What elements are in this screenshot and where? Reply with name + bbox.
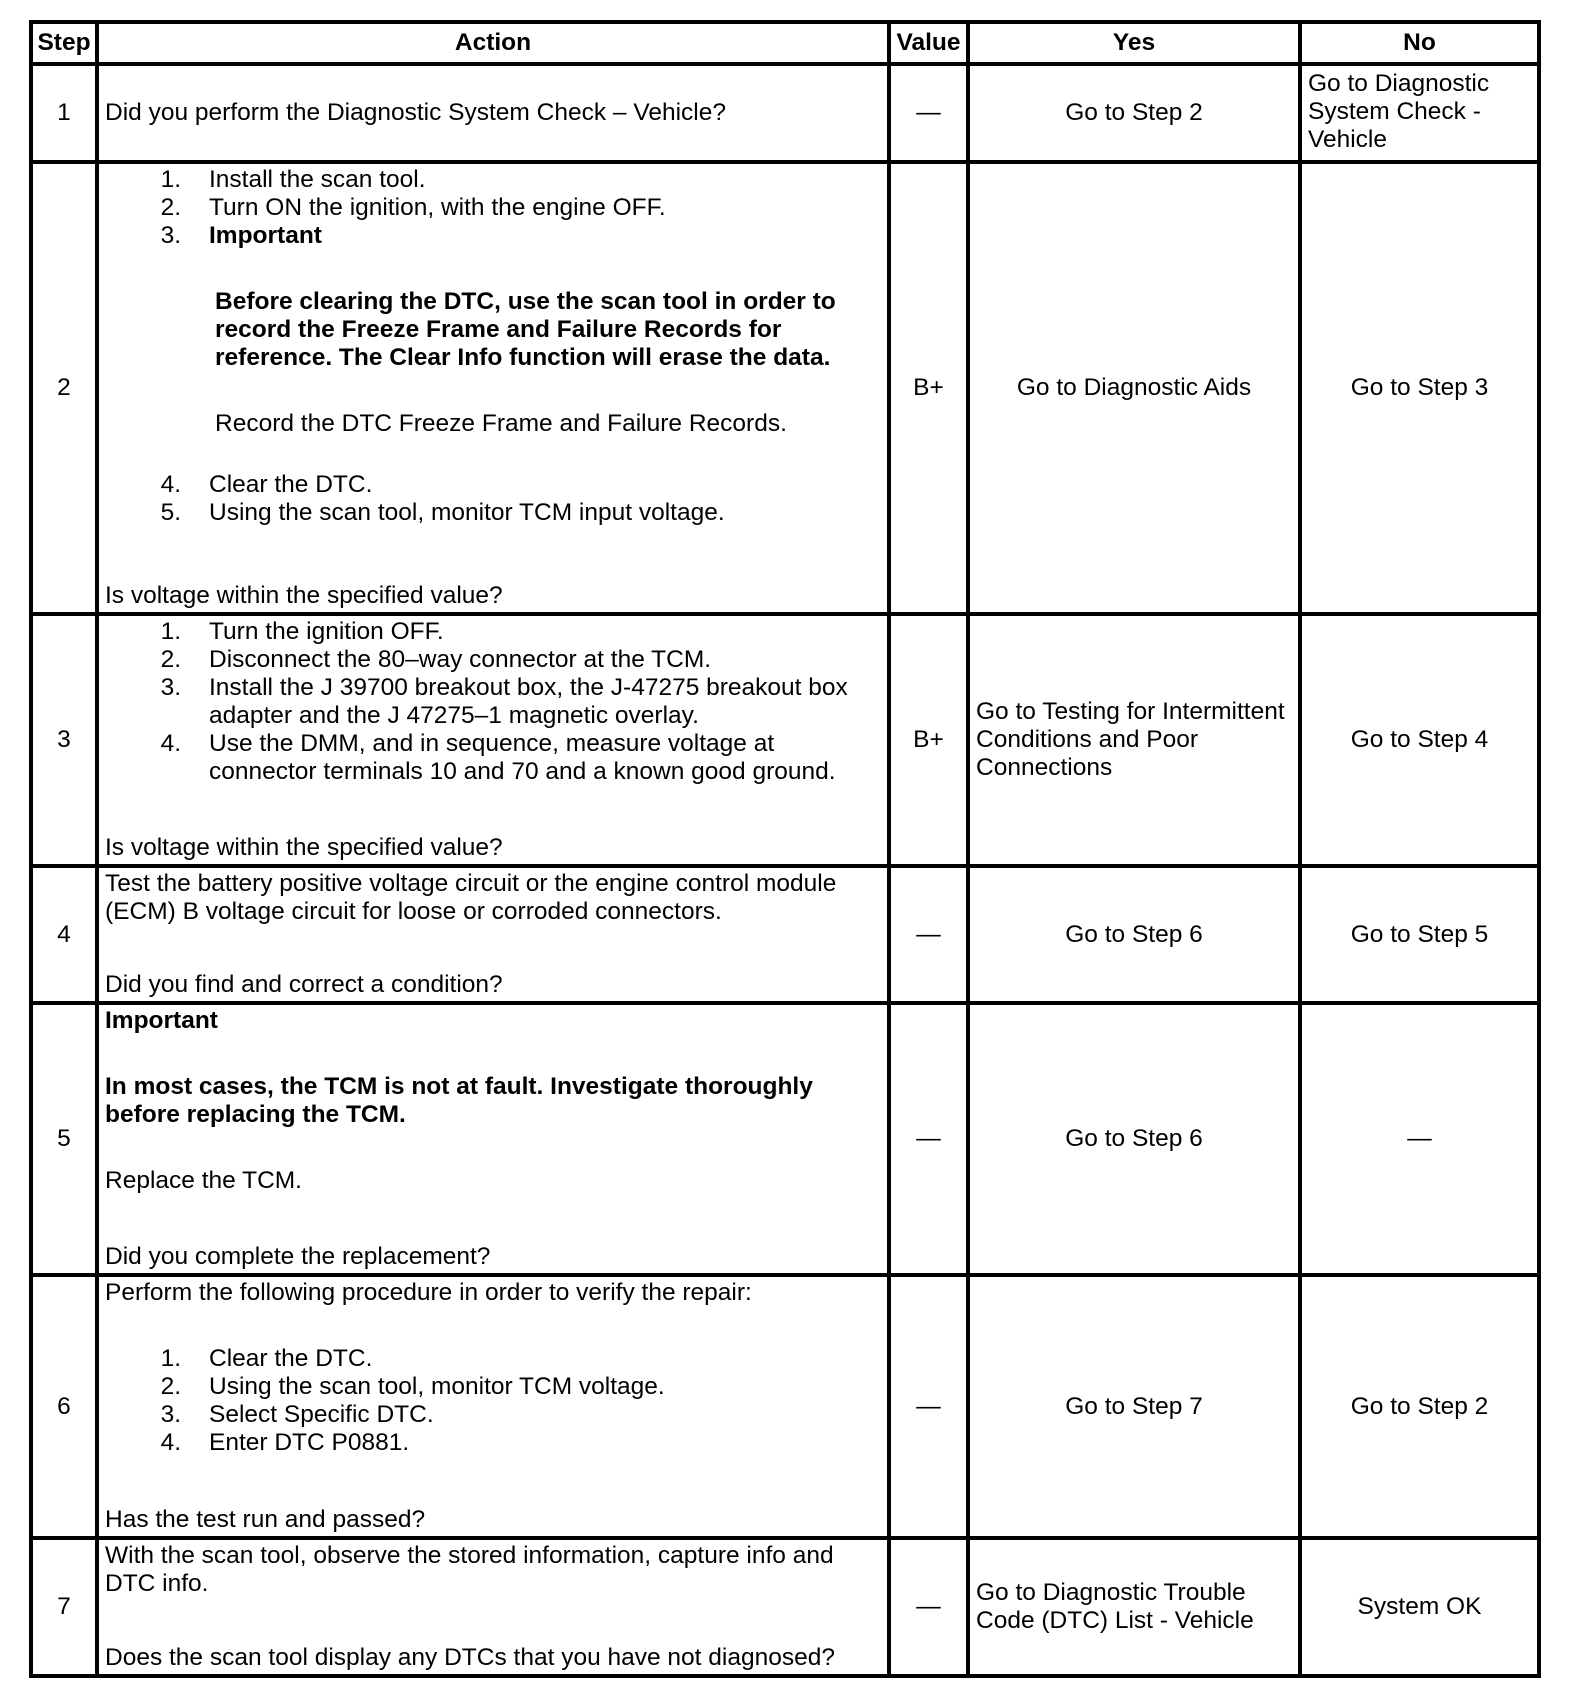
no-link[interactable]: Go to Step 4 <box>1300 614 1539 866</box>
header-no: No <box>1300 22 1539 64</box>
step-number: 5 <box>31 1003 97 1275</box>
yes-link[interactable]: Go to Testing for Intermittent Conditions and Poor Connections <box>968 614 1300 866</box>
action-cell <box>97 64 889 162</box>
value-cell: — <box>889 1003 968 1275</box>
table-row <box>31 1003 1539 1275</box>
no-link: — <box>1300 1003 1539 1275</box>
no-link: System OK <box>1300 1538 1539 1676</box>
header-value: Value <box>889 22 968 64</box>
table-row <box>31 162 1539 614</box>
header-yes: Yes <box>968 22 1300 64</box>
value-cell: B+ <box>889 614 968 866</box>
header-row <box>31 22 1539 64</box>
list-item: 4. Clear the DTC. <box>160 471 373 498</box>
action-text: Replace the TCM. <box>105 1167 302 1194</box>
no-link[interactable]: Go to Step 3 <box>1300 162 1539 614</box>
list-item: 1. Turn the ignition OFF. <box>160 618 444 645</box>
step-number: 4 <box>31 866 97 1003</box>
list-item: 1. Clear the DTC. <box>160 1345 373 1372</box>
step-number: 7 <box>31 1538 97 1676</box>
no-link[interactable]: Go to Step 5 <box>1300 866 1539 1003</box>
value-cell: — <box>889 866 968 1003</box>
step-number: 6 <box>31 1275 97 1538</box>
value-cell: — <box>889 1275 968 1538</box>
table-row <box>31 614 1539 866</box>
table-row <box>31 1275 1539 1538</box>
list-item: 3. Important <box>160 222 322 249</box>
value-cell: — <box>889 64 968 162</box>
step-number: 3 <box>31 614 97 866</box>
action-cell <box>97 866 889 1003</box>
action-question: Has the test run and passed? <box>105 1506 426 1533</box>
header-action: Action <box>97 22 889 64</box>
procedure-list <box>105 471 881 527</box>
action-text: With the scan tool, observe the stored information, capture info and DTC info. <box>105 1542 834 1597</box>
list-item: 2. Turn ON the ignition, with the engine OFF. <box>160 194 666 221</box>
procedure-list <box>105 166 881 250</box>
yes-link[interactable]: Go to Step 6 <box>968 1003 1300 1275</box>
list-item: 3. Select Specific DTC. <box>160 1401 434 1428</box>
action-cell <box>97 1538 889 1676</box>
important-note: In most cases, the TCM is not at fault. Investigate thoroughly before replacing the TCM. <box>105 1073 813 1128</box>
list-item: 5. Using the scan tool, monitor TCM input voltage. <box>160 499 725 526</box>
value-cell: — <box>889 1538 968 1676</box>
header-step: Step <box>31 22 97 64</box>
action-question: Did you perform the Diagnostic System Check – Vehicle? <box>105 99 726 126</box>
important-note: Before clearing the DTC, use the scan tool in order to record the Freeze Frame and Failure Records for reference. The Clear Info function will erase the data. <box>215 288 836 371</box>
no-link[interactable]: Go to Diagnostic System Check - Vehicle <box>1300 64 1539 162</box>
action-text: Test the battery positive voltage circuit or the engine control module (ECM) B voltage circuit for loose or corroded connectors. <box>105 870 837 925</box>
action-cell <box>97 1003 889 1275</box>
procedure-list <box>105 1345 881 1457</box>
yes-link[interactable]: Go to Diagnostic Trouble Code (DTC) List - Vehicle <box>968 1538 1300 1676</box>
table-row <box>31 64 1539 162</box>
diagnostic-table <box>29 20 1541 1678</box>
yes-link[interactable]: Go to Step 6 <box>968 866 1300 1003</box>
sub-step-text: Record the DTC Freeze Frame and Failure Records. <box>215 410 787 437</box>
action-cell <box>97 614 889 866</box>
action-question: Does the scan tool display any DTCs that you have not diagnosed? <box>105 1644 835 1671</box>
diagnostic-table-page <box>29 20 1537 1680</box>
action-question: Did you find and correct a condition? <box>105 971 503 998</box>
yes-link[interactable]: Go to Step 2 <box>968 64 1300 162</box>
procedure-list <box>105 618 881 786</box>
step-number: 2 <box>31 162 97 614</box>
action-question: Is voltage within the specified value? <box>105 834 503 861</box>
list-item: 2. Disconnect the 80–way connector at the TCM. <box>160 646 712 673</box>
list-item: 4. Enter DTC P0881. <box>160 1429 410 1456</box>
action-cell <box>97 162 889 614</box>
action-text: Perform the following procedure in order to verify the repair: <box>105 1279 752 1306</box>
action-cell <box>97 1275 889 1538</box>
list-item: 4. Use the DMM, and in sequence, measure voltage at connector terminals 10 and 70 and a known good ground. <box>160 730 836 785</box>
list-item: 2. Using the scan tool, monitor TCM voltage. <box>160 1373 665 1400</box>
yes-link[interactable]: Go to Step 7 <box>968 1275 1300 1538</box>
yes-link[interactable]: Go to Diagnostic Aids <box>968 162 1300 614</box>
action-question: Did you complete the replacement? <box>105 1243 491 1270</box>
table-row <box>31 1538 1539 1676</box>
list-item: 3. Install the J 39700 breakout box, the J-47275 breakout box adapter and the J 47275–1 magnetic overlay. <box>160 674 848 729</box>
value-cell: B+ <box>889 162 968 614</box>
no-link[interactable]: Go to Step 2 <box>1300 1275 1539 1538</box>
table-row <box>31 866 1539 1003</box>
important-heading: Important <box>105 1007 218 1034</box>
action-question: Is voltage within the specified value? <box>105 582 503 609</box>
list-item: 1. Install the scan tool. <box>160 166 426 193</box>
step-number: 1 <box>31 64 97 162</box>
